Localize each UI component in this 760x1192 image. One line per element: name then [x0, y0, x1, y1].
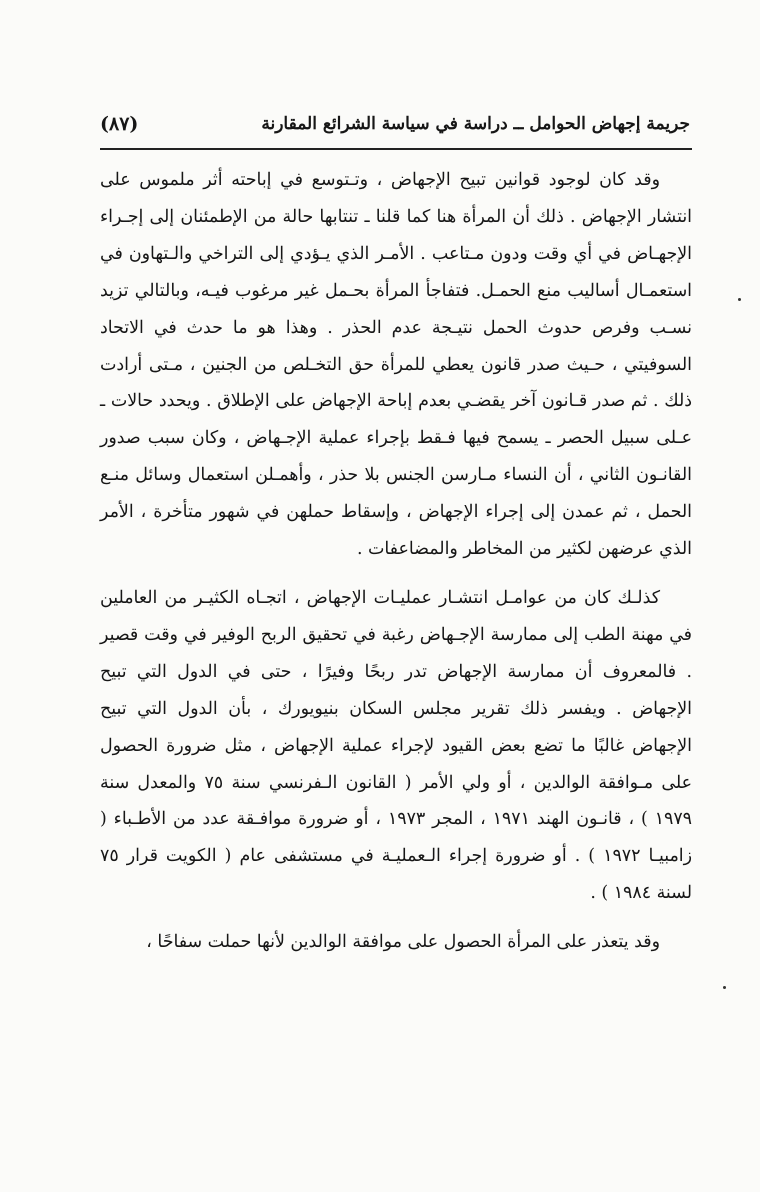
paragraph-2: كذلـك كان من عوامـل انتشـار عمليـات الإجهاض ، اتجـاه الكثيـر من العاملين في مهنة الطب إلى ممارسة الإجـهاض رغبة في تحقيق الربح الوفير في وقت قصير . فالمعروف أن ممارسة الإجهاض تدر ربحًا وفيرًا ، حتى في الدول التي تبيح الإجهاض . ويفسر ذلك تقرير مجلس السكان بنيويورك ، بأن الدول التي تبيح الإجهاض غالبًا ما تضع بعض القيود لإجراء عملية الإجهاض ، مثل ضرورة الحصول على مـوافقة الوالدين ، أو ولي الأمر ( القانون الـفرنسي سنة ٧٥ والمعدل سنة ١٩٧٩ ) ، قانـون الهند ١٩٧١ ، المجر ١٩٧٣ ، أو ضرورة موافـقة عدد من الأطـباء ( زامبيـا ١٩٧٢ ) . أو ضرورة إجراء الـعمليـة في مستشفى عام ( الكويت قرار ٧٥ لسنة ١٩٨٤ ) .	[100, 587, 693, 904]
header-rule	[100, 148, 692, 150]
body-text	[100, 162, 692, 961]
margin-mark	[723, 986, 726, 989]
page-header	[100, 110, 690, 144]
running-head: جريمة إجهاض الحوامل ــ دراسة في سياسة الشرائع المقارنة	[261, 114, 690, 134]
paragraph-3: وقد يتعذر على المرأة الحصول على موافقة الوالدين لأنها حملت سفاحًا ،	[146, 932, 660, 953]
paragraph-1: وقد كان لوجود قوانين تبيح الإجهاض ، وتـتوسع في إباحته أثر ملموس على انتشار الإجهاض . ذلك أن المرأة هنا كما قلنا ـ تنتابها حالة من الإطمئنان إلى إجـراء الإجهـاض في أي وقت ودون مـتاعب . الأمـر الذي يـؤدي إلى التراخي والـتهاون في استعمـال أساليب منع الحمـل. فتفاجأ المرأة بحـمل غير مرغوب فيـه، وبالتالي تزيد نسـب وفرص حدوث الحمل نتيـجة عدم الحذر . وهذا هو ما حدث في الاتحاد السوفيتي ، حـيث صدر قانون يعطي للمرأة حق التخـلص من الجنين ، مـتى أرادت ذلك . ثم صدر قـانون آخر يقضـي بعدم إباحة الإجهاض على الإطلاق . ويحدد حالات ـ عـلى سبيل الحصر ـ يسمح فيها فـقط بإجراء عملية الإجـهاض ، وكان سبب صدور القانـون الثاني ، أن النساء مـارسن الجنس بلا حذر ، وأهمـلن استعمال وسائل منـع الحمل ، ثم عمدن إلى إجراء الإجهاض ، وإسقاط حملهن في شهور متأخرة ، الأمر الذي عرضهن لكثير من المخاطر والمضاعفات .	[100, 170, 692, 560]
page-number: (٨٧)	[100, 113, 139, 135]
margin-mark	[738, 298, 741, 301]
